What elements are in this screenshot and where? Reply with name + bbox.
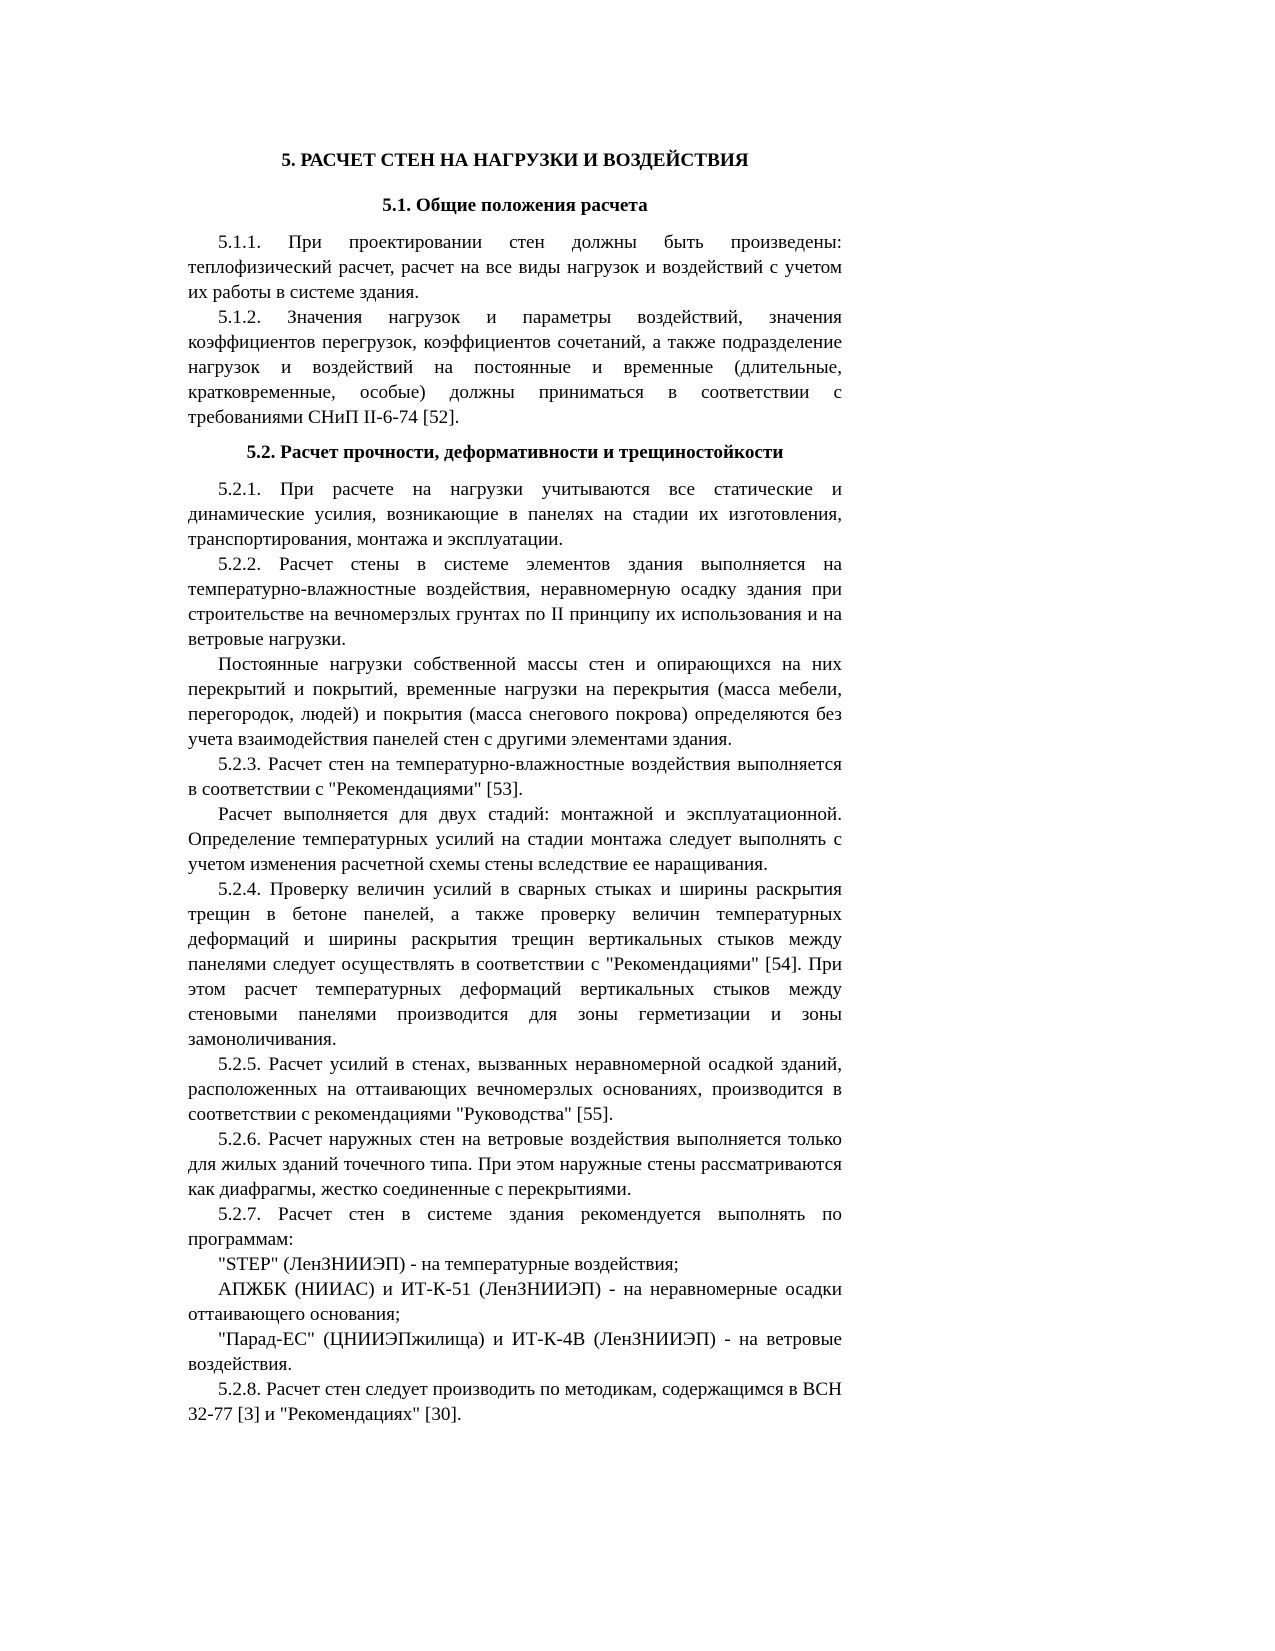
paragraph-5-2-6: 5.2.6. Расчет наружных стен на ветровые воздействия выполняется только для жилых зданий точечного типа. При этом наружные стены рассматриваются как диафрагмы, жестко соединенные с перекрытиями. — [188, 1129, 842, 1200]
paragraph-permanent-loads: Постоянные нагрузки собственной массы стен и опирающихся на них перекрытий и покрытий, временные нагрузки на перекрытия (масса мебели, перегородок, людей) и покрытия (масса снегового покрова) определяются без учета взаимодействия панелей стен с другими элементами здания. — [188, 654, 842, 750]
paragraph-5-2-4: 5.2.4. Проверку величин усилий в сварных стыках и ширины раскрытия трещин в бетоне панелей, а также проверку величин температурных деформаций и ширины раскрытия трещин вертикальных стыков между панелями следует осуществлять в соответствии с "Рекомендациями" [54]. При этом расчет температурных деформаций вертикальных стыков между стеновыми панелями производится для зоны герметизации и зоны замоноличивания. — [188, 879, 842, 1050]
section-title-5-1: 5.1. Общие положения расчета — [382, 195, 648, 216]
paragraph-two-stages: Расчет выполняется для двух стадий: монтажной и эксплуатационной. Определение температурных усилий на стадии монтажа следует выполнять с учетом изменения расчетной схемы стены вследствие ее наращивания. — [188, 804, 842, 875]
paragraph-5-1-2: 5.1.2. Значения нагрузок и параметры воздействий, значения коэффициентов перегрузок, коэффициентов сочетаний, а также подразделение нагрузок и воздействий на постоянные и временные (длительные, кратковременные, особые) должны приниматься в соответствии с требованиями СНиП II-6-74 [52]. — [188, 307, 842, 428]
paragraph-5-1-1: 5.1.1. При проектировании стен должны быть произведены: теплофизический расчет, расчет на все виды нагрузок и воздействий с учетом их работы в системе здания. — [188, 232, 842, 303]
paragraph-program-apzhbk: АПЖБК (НИИАС) и ИТ-К-51 (ЛенЗНИИЭП) - на неравномерные осадки оттаивающего основания; — [188, 1279, 842, 1325]
paragraph-5-2-2: 5.2.2. Расчет стены в системе элементов здания выполняется на температурно-влажностные воздействия, неравномерную осадку здания при строительстве на вечномерзлых грунтах по II принципу их использования и на ветровые нагрузки. — [188, 554, 842, 650]
paragraph-5-2-5: 5.2.5. Расчет усилий в стенах, вызванных неравномерной осадкой зданий, расположенных на оттаивающих вечномерзлых основаниях, производится в соответствии с рекомендациями "Руководства" [55]. — [188, 1054, 842, 1125]
document-page — [188, 148, 842, 1427]
paragraph-5-2-7: 5.2.7. Расчет стен в системе здания рекомендуется выполнять по программам: — [188, 1204, 842, 1250]
section-title-5-2: 5.2. Расчет прочности, деформативности и трещиностойкости — [246, 442, 784, 463]
paragraph-program-step: "STEP" (ЛенЗНИИЭП) - на температурные воздействия; — [218, 1254, 679, 1275]
chapter-title: 5. РАСЧЕТ СТЕН НА НАГРУЗКИ И ВОЗДЕЙСТВИЯ — [281, 150, 749, 171]
paragraph-program-parad: "Парад-ЕС" (ЦНИИЭПжилища) и ИТ-К-4В (ЛенЗНИИЭП) - на ветровые воздействия. — [188, 1329, 842, 1375]
paragraph-5-2-1: 5.2.1. При расчете на нагрузки учитываются все статические и динамические усилия, возникающие в панелях на стадии их изготовления, транспортирования, монтажа и эксплуатации. — [188, 479, 842, 550]
paragraph-5-2-3: 5.2.3. Расчет стен на температурно-влажностные воздействия выполняется в соответствии с "Рекомендациями" [53]. — [188, 754, 842, 800]
paragraph-5-2-8: 5.2.8. Расчет стен следует производить по методикам, содержащимся в ВСН 32-77 [3] и "Рекомендациях" [30]. — [188, 1379, 842, 1425]
